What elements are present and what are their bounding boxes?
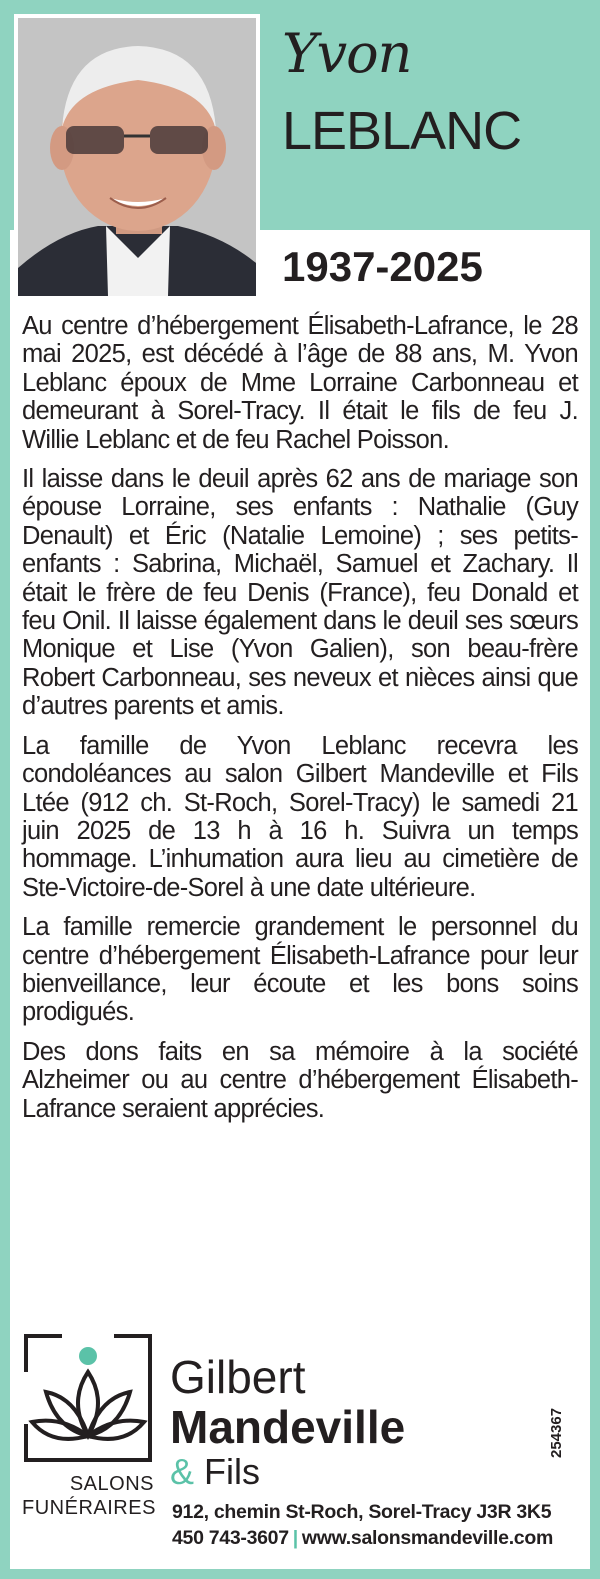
brand-fils-text: Fils: [194, 1451, 261, 1492]
frame-right: [590, 0, 600, 1579]
last-name: LEBLANC: [282, 101, 522, 161]
tagline-funeraires: FUNÉRAIRES: [22, 1497, 156, 1519]
reference-number: 254367: [548, 1407, 565, 1458]
paragraph: La famille de Yvon Leblanc recevra les condoléances au salon Gilbert Mandeville et Fils Ltée (912 ch. St-Roch, Sorel-Tracy) le samedi 21 juin 2025 de 13 h à 16 h. Suivra un temps hommage. L’inhumation aura lieu au cimetière de Ste-Victoire-de-Sorel à une date ultérieure.: [22, 731, 578, 902]
portrait-frame: [14, 14, 260, 300]
portrait-photo: [18, 18, 256, 296]
funeral-home-contact: [172, 1527, 553, 1550]
funeral-home-tagline: [22, 1472, 154, 1520]
brand-ampersand: &: [170, 1451, 195, 1492]
life-years: 1937-2025: [282, 243, 483, 290]
brand-gilbert: Gilbert: [170, 1351, 306, 1403]
phone-number: 450 743-3607: [172, 1527, 289, 1549]
paragraph: Des dons faits en sa mémoire à la société Alzheimer ou au centre d’hébergement Élisabeth-Lafrance seraient apprécies.: [22, 1037, 578, 1123]
paragraph: Au centre d’hébergement Élisabeth-Lafrance, le 28 mai 2025, est décédé à l’âge de 88 ans, M. Yvon Leblanc époux de Mme Lorraine Carbonneau et demeurant à Sorel-Tracy. Il était le fils de feu J. Willie Leblanc et de feu Rachel Poisson.: [22, 312, 578, 454]
brand-mandeville: Mandeville: [170, 1401, 406, 1453]
portrait-illustration: [18, 18, 256, 296]
lotus-logo-icon: [22, 1332, 154, 1464]
frame-bottom: [0, 1569, 600, 1579]
frame-left: [0, 0, 10, 1579]
brand-fils: [170, 1452, 260, 1492]
website-link[interactable]: www.salonsmandeville.com: [301, 1527, 554, 1549]
contact-separator: |: [292, 1527, 298, 1549]
tagline-salons: SALONS: [69, 1473, 154, 1495]
paragraph: Il laisse dans le deuil après 62 ans de mariage son épouse Lorraine, ses enfants : Nathalie (Guy Denault) et Éric (Natalie Lemoine) ; ses petits-enfants : Sabrina, Michaël, Samuel et Zachary. Il était le frère de feu Denis (France), feu Donald et feu Onil. Il laisse également dans le deuil ses sœurs Monique et Lise (Yvon Galien), son beau-frère Robert Carbonneau, ses neveux et nièces ainsi que d’autres parents et amis.: [22, 465, 578, 721]
first-name: Yvon: [282, 22, 412, 85]
paragraph: La famille remercie grandement le personnel du centre d’hébergement Élisabeth-Lafrance pour leur bienveillance, leur écoute et les bons soins prodigués.: [22, 913, 578, 1027]
obituary-text: [22, 312, 578, 1134]
funeral-home-address: 912, chemin St-Roch, Sorel-Tracy J3R 3K5: [172, 1501, 552, 1523]
